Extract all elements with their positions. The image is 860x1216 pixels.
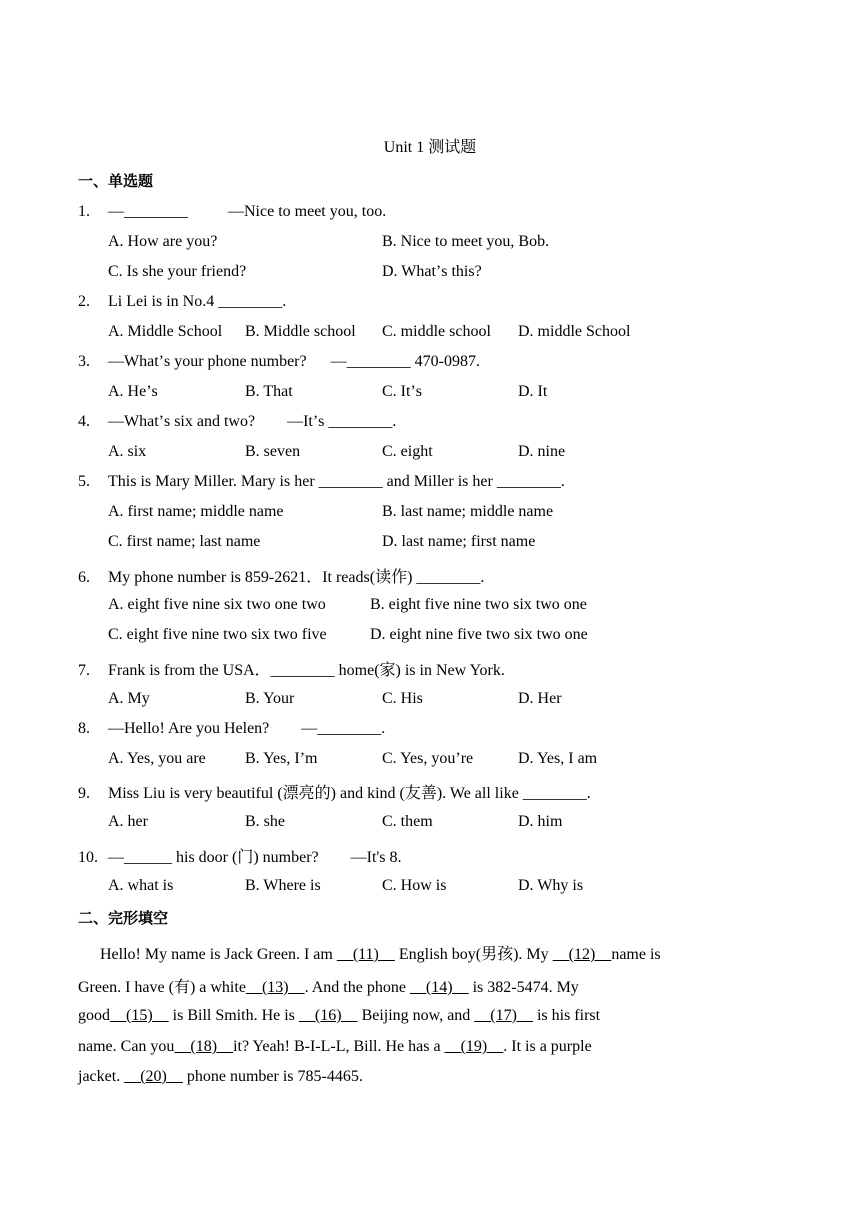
cloze-text: Hello! My name is Jack Green. I am: [100, 946, 337, 963]
option-c[interactable]: C. Is she your friend?: [108, 263, 247, 280]
question-number: 7.: [78, 662, 90, 679]
option-c[interactable]: C. Yes, youʼre: [382, 750, 474, 767]
question-stem: Li Lei is in No.4 ________.: [108, 293, 287, 310]
option-c[interactable]: C. first name; last name: [108, 533, 261, 550]
cloze-blank-14[interactable]: (14): [409, 979, 469, 996]
option-c[interactable]: C. them: [382, 813, 433, 830]
cloze-text: . And the phone: [304, 979, 410, 996]
cloze-line-4: [78, 1038, 592, 1056]
question-2: [78, 293, 286, 311]
option-b[interactable]: B. she: [245, 813, 285, 830]
cloze-line-3: [78, 1007, 600, 1025]
option-c[interactable]: C. eight five nine two six two five: [108, 626, 327, 643]
option-a[interactable]: A. first name; middle name: [108, 503, 284, 520]
question-stem: This is Mary Miller. Mary is her ________ and Miller is her ________.: [108, 473, 565, 490]
option-d[interactable]: D. him: [518, 813, 563, 830]
option-b[interactable]: B. last name; middle name: [382, 503, 554, 520]
option-b[interactable]: B. eight five nine two six two one: [370, 596, 587, 613]
cloze-blank-16[interactable]: (16): [298, 1007, 358, 1024]
question-stem: Frank is from the USA．________ home(家) is in New York.: [108, 662, 505, 679]
option-b[interactable]: B. Your: [245, 690, 295, 707]
option-b[interactable]: B. seven: [245, 443, 301, 460]
question-stem: —Hello! Are you Helen? —________.: [108, 720, 386, 737]
question-number: 6.: [78, 569, 90, 586]
question-10: [78, 844, 402, 867]
cloze-blank-18[interactable]: (18): [174, 1038, 234, 1055]
option-d[interactable]: D. Her: [518, 690, 562, 707]
question-number: 1.: [78, 203, 90, 220]
question-7: [78, 657, 505, 680]
cloze-text: English boy(男孩). My: [394, 946, 553, 963]
cloze-blank-19[interactable]: (19): [444, 1038, 504, 1055]
option-d[interactable]: D. middle School: [518, 323, 631, 340]
option-b[interactable]: B. Middle school: [245, 323, 356, 340]
cloze-blank-17[interactable]: (17): [474, 1007, 533, 1024]
cloze-text: good: [78, 1007, 110, 1024]
option-d[interactable]: D. last name; first name: [382, 533, 536, 550]
cloze-text: Beijing now, and: [357, 1007, 475, 1024]
question-4: [78, 413, 396, 431]
option-a[interactable]: A. eight five nine six two one two: [108, 596, 326, 613]
option-d[interactable]: D. nine: [518, 443, 566, 460]
section-heading-single-choice: 一、单选题: [78, 172, 154, 190]
question-number: 8.: [78, 720, 90, 737]
option-a[interactable]: A. her: [108, 813, 148, 830]
cloze-blank-20[interactable]: (20): [124, 1068, 183, 1085]
question-1: [78, 203, 386, 221]
cloze-blank-15[interactable]: (15): [110, 1007, 169, 1024]
option-b[interactable]: B. Where is: [245, 877, 321, 894]
cloze-text: is his first: [532, 1007, 601, 1024]
option-c[interactable]: C. middle school: [382, 323, 491, 340]
option-a[interactable]: A. How are you?: [108, 233, 218, 250]
page-title: Unit 1 测试题: [383, 139, 477, 156]
option-d[interactable]: D. Why is: [518, 877, 584, 894]
option-b[interactable]: B. Nice to meet you, Bob.: [382, 233, 550, 250]
section-heading-cloze: 二、完形填空: [78, 909, 169, 927]
question-stem: My phone number is 859-2621．It reads(读作) ________.: [108, 569, 485, 586]
cloze-text: it? Yeah! B-I-L-L, Bill. He has a: [233, 1038, 445, 1055]
question-number: 3.: [78, 353, 90, 370]
cloze-text: . It is a purple: [503, 1038, 592, 1055]
option-a[interactable]: A. what is: [108, 877, 174, 894]
cloze-blank-13[interactable]: (13): [245, 979, 305, 996]
question-stem: —______ his door (门) number? —It's 8.: [108, 849, 402, 866]
question-number: 2.: [78, 293, 90, 310]
option-d[interactable]: D. eight nine five two six two one: [370, 626, 588, 643]
question-stem: —________ —Nice to meet you, too.: [108, 203, 387, 220]
option-d[interactable]: D. Yes, I am: [518, 750, 598, 767]
question-8: [78, 720, 385, 738]
option-c[interactable]: C. His: [382, 690, 423, 707]
option-b[interactable]: B. Yes, Iʼm: [245, 750, 318, 767]
option-a[interactable]: A. Yes, you are: [108, 750, 206, 767]
cloze-text: name. Can you: [78, 1038, 175, 1055]
option-c[interactable]: C. How is: [382, 877, 447, 894]
cloze-blank-11[interactable]: (11): [336, 946, 395, 963]
option-c[interactable]: C. eight: [382, 443, 433, 460]
question-9: [78, 780, 591, 803]
option-d[interactable]: D. It: [518, 383, 548, 400]
cloze-text: name is: [611, 946, 661, 963]
question-number: 5.: [78, 473, 90, 490]
cloze-text: is Bill Smith. He is: [168, 1007, 299, 1024]
cloze-line-2: [78, 974, 579, 997]
cloze-text: Green. I have (有) a white: [78, 979, 246, 996]
question-3: [78, 353, 480, 371]
question-number: 4.: [78, 413, 90, 430]
question-number: 9.: [78, 785, 90, 802]
option-d[interactable]: D. Whatʼs this?: [382, 263, 482, 280]
question-6: [78, 564, 484, 587]
option-c[interactable]: C. Itʼs: [382, 383, 422, 400]
option-a[interactable]: A. six: [108, 443, 147, 460]
option-a[interactable]: A. Middle School: [108, 323, 223, 340]
question-stem: —Whatʼs six and two? —Itʼs ________.: [108, 413, 397, 430]
question-stem: Miss Liu is very beautiful (漂亮的) and kind (友善). We all like ________.: [108, 785, 591, 802]
question-5: [78, 473, 565, 491]
cloze-line-5: [78, 1068, 363, 1086]
cloze-text: phone number is 785-4465.: [182, 1068, 363, 1085]
option-a[interactable]: A. My: [108, 690, 150, 707]
cloze-text: is 382-5474. My: [468, 979, 579, 996]
question-stem: —Whatʼs your phone number? —________ 470-0987.: [108, 353, 480, 370]
option-b[interactable]: B. That: [245, 383, 293, 400]
cloze-line-1: [100, 941, 661, 964]
cloze-blank-12[interactable]: (12): [552, 946, 612, 963]
cloze-text: jacket.: [78, 1068, 125, 1085]
option-a[interactable]: A. Heʼs: [108, 383, 158, 400]
question-number: 10.: [78, 849, 98, 866]
